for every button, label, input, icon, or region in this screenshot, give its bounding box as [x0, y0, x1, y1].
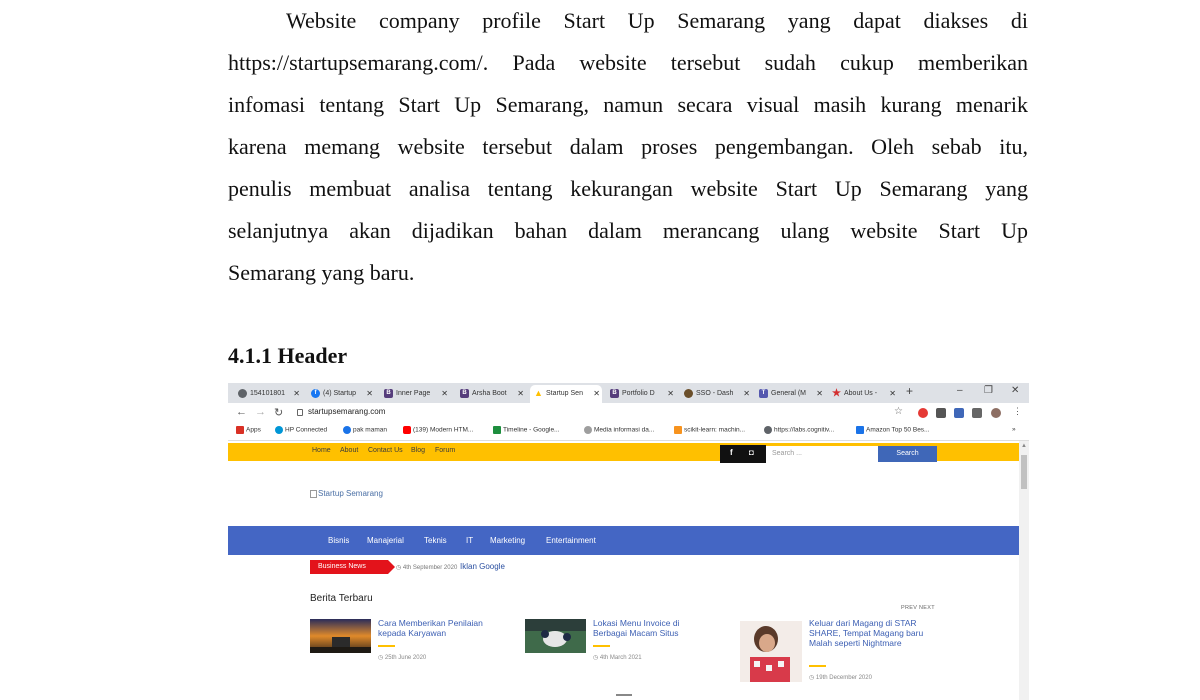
article-title[interactable]: Keluar dari Magang di STAR SHARE, Tempat Magang baru Malah seperti Nightmare — [809, 618, 924, 648]
ticker-link[interactable]: Iklan Google — [460, 562, 505, 571]
globe-icon — [764, 426, 772, 434]
category-entertainment[interactable]: Entertainment — [546, 536, 596, 545]
star-icon: ★ — [832, 387, 841, 399]
apps-grid-icon — [236, 426, 244, 434]
close-tab-icon[interactable]: ✕ — [667, 389, 674, 398]
restore-icon[interactable]: ❐ — [984, 385, 993, 396]
bookmark-item[interactable]: Amazon Top 50 Bes... — [856, 426, 929, 434]
lock-icon — [297, 409, 303, 416]
close-tab-icon[interactable]: ✕ — [593, 389, 600, 398]
avatar[interactable] — [991, 408, 1001, 418]
search-button[interactable]: Search — [878, 446, 937, 462]
bookmark-item[interactable]: scikit-learn: machin... — [674, 426, 745, 434]
globe-icon — [584, 426, 592, 434]
article-thumbnail[interactable] — [525, 619, 586, 653]
bootstrap-icon: B — [610, 389, 619, 398]
bookmark-item[interactable]: https://labs.cognitiv... — [764, 426, 834, 434]
category-nav — [228, 526, 1019, 555]
google-drive-icon — [493, 426, 501, 434]
chart-icon — [674, 426, 682, 434]
reload-icon[interactable]: ↻ — [274, 407, 284, 419]
bookmark-item[interactable]: Apps — [236, 426, 261, 434]
nav-forum[interactable]: Forum — [435, 447, 456, 454]
facebook-icon: f — [311, 389, 320, 398]
menu-icon[interactable]: ⋮ — [1013, 406, 1022, 416]
browser-tab[interactable]: ★ About Us - ✕ — [828, 385, 898, 403]
paragraph-line: karena memang website tersebut dalam proses pengembangan. Oleh sebab itu, — [228, 134, 1028, 159]
close-tab-icon[interactable]: ✕ — [366, 389, 373, 398]
paragraph-line: infomasi tentang Start Up Semarang, namun secara visual masih kurang menarik — [228, 92, 1028, 117]
startup-icon: ▲ — [534, 387, 543, 398]
close-tab-icon[interactable]: ✕ — [816, 389, 823, 398]
article-accent-bar — [809, 665, 826, 667]
sports-image — [525, 619, 586, 653]
bookmark-item[interactable]: HP Connected — [275, 426, 327, 434]
browser-tab-bar — [228, 383, 1029, 403]
bookmark-item[interactable]: Timeline - Google... — [493, 426, 559, 434]
nav-contact[interactable]: Contact Us — [368, 447, 403, 454]
article-thumbnail[interactable] — [740, 621, 802, 682]
article-title[interactable]: Lokasi Menu Invoice di Berbagai Macam Situs — [593, 618, 680, 638]
sunset-building-image — [310, 619, 371, 653]
close-tab-icon[interactable]: ✕ — [889, 389, 896, 398]
close-tab-icon[interactable]: ✕ — [441, 389, 448, 398]
paragraph-line: selanjutnya akan dijadikan bahan dalam merancang ulang website Start Up — [228, 218, 1028, 243]
bootstrap-icon: B — [384, 389, 393, 398]
bookmark-site-icon — [343, 426, 351, 434]
browser-tab[interactable]: B Inner Page ✕ — [380, 385, 450, 403]
new-tab-button[interactable]: + — [906, 384, 914, 398]
browser-tab[interactable]: B Portfolio D ✕ — [606, 385, 676, 403]
web-page — [228, 441, 1019, 700]
ticker-label: Business News — [310, 560, 388, 574]
extension-icon[interactable] — [918, 408, 928, 418]
close-window-icon[interactable]: ✕ — [1011, 385, 1020, 396]
paragraph-line: https://startupsemarang.com/. Pada website tersebut sudah cukup memberikan — [228, 50, 1028, 75]
forward-icon[interactable]: → — [255, 406, 266, 418]
category-manajerial[interactable]: Manajerial — [367, 536, 404, 545]
section-title: Berita Terbaru — [310, 593, 373, 604]
broken-image-icon — [310, 490, 317, 498]
article-date: ◷ 4th March 2021 — [593, 655, 642, 661]
close-tab-icon[interactable]: ✕ — [517, 389, 524, 398]
scroll-up-icon[interactable]: ▲ — [1021, 443, 1027, 449]
search-input[interactable]: Search ... — [766, 446, 878, 462]
page-scrollbar[interactable] — [1019, 441, 1029, 700]
bookmarks-bar — [228, 423, 1029, 441]
back-icon[interactable]: ← — [236, 406, 247, 418]
category-marketing[interactable]: Marketing — [490, 536, 526, 545]
sso-icon — [684, 389, 693, 398]
browser-tab[interactable]: T General (M ✕ — [755, 385, 825, 403]
article-date: ◷ 25th June 2020 — [378, 655, 427, 661]
website-screenshot — [228, 383, 1029, 700]
browser-tab[interactable]: 154101801 ✕ — [234, 385, 302, 403]
facebook-icon[interactable]: f — [730, 448, 733, 457]
browser-tab[interactable]: SSO - Dash ✕ — [680, 385, 752, 403]
bookmark-item[interactable]: Media informasi da... — [584, 426, 654, 434]
address-bar[interactable]: startupsemarang.com — [308, 407, 386, 416]
ticker-date: ◷ 4th September 2020 — [396, 565, 458, 571]
extension-icon[interactable] — [936, 408, 946, 418]
category-teknis[interactable]: Teknis — [424, 536, 447, 545]
nav-home[interactable]: Home — [312, 447, 331, 454]
paragraph-line: Website company profile Start Up Semarang yang dapat diakses di — [286, 8, 1028, 33]
browser-tab[interactable]: f (4) Startup ✕ — [307, 385, 375, 403]
instagram-icon[interactable]: ◘ — [749, 448, 754, 457]
site-logo[interactable]: Startup Semarang — [310, 489, 383, 498]
nav-blog[interactable]: Blog — [411, 447, 426, 454]
youtube-icon — [403, 426, 411, 434]
minimize-icon[interactable]: – — [957, 385, 963, 396]
scrollbar-thumb[interactable] — [1021, 455, 1027, 489]
article-accent-bar — [593, 645, 610, 647]
portrait-image — [740, 621, 802, 682]
globe-icon — [238, 389, 247, 398]
article-thumbnail[interactable] — [310, 619, 371, 653]
article-accent-bar — [378, 645, 395, 647]
article-title[interactable]: Cara Memberikan Penilaian kepada Karyawan — [378, 618, 483, 638]
k-icon — [856, 426, 864, 434]
browser-tab[interactable]: B Arsha Boot ✕ — [456, 385, 526, 403]
body-paragraph — [228, 6, 1028, 290]
bootstrap-icon: B — [460, 389, 469, 398]
nav-about[interactable]: About — [340, 447, 359, 454]
category-it[interactable]: IT — [466, 536, 474, 545]
extension-icon[interactable] — [954, 408, 964, 418]
category-bisnis[interactable]: Bisnis — [328, 536, 350, 545]
browser-toolbar — [228, 403, 1029, 423]
section-heading: 4.1.1 Header — [228, 343, 348, 368]
bookmark-star-icon[interactable]: ☆ — [894, 406, 903, 417]
browser-tab-active[interactable]: ▲ Startup Sen ✕ — [530, 385, 602, 403]
bookmark-item[interactable]: pak maman — [343, 426, 387, 434]
bookmarks-more-icon[interactable]: » — [1012, 426, 1016, 433]
hp-icon — [275, 426, 283, 434]
article-date: ◷ 19th December 2020 — [809, 675, 872, 681]
top-bar — [228, 443, 1019, 461]
close-tab-icon[interactable]: ✕ — [743, 389, 750, 398]
puzzle-icon[interactable] — [972, 408, 982, 418]
close-tab-icon[interactable]: ✕ — [293, 389, 300, 398]
social-links — [720, 445, 766, 463]
teams-icon: T — [759, 389, 768, 398]
prev-next-controls[interactable]: PREV NEXT — [901, 605, 935, 611]
paragraph-line: Semarang yang baru. — [228, 260, 415, 285]
slider-indicator[interactable] — [616, 694, 632, 696]
paragraph-line: penulis membuat analisa tentang kekurangan website Start Up Semarang yang — [228, 176, 1028, 201]
bookmark-item[interactable]: (139) Modern HTM... — [403, 426, 473, 434]
